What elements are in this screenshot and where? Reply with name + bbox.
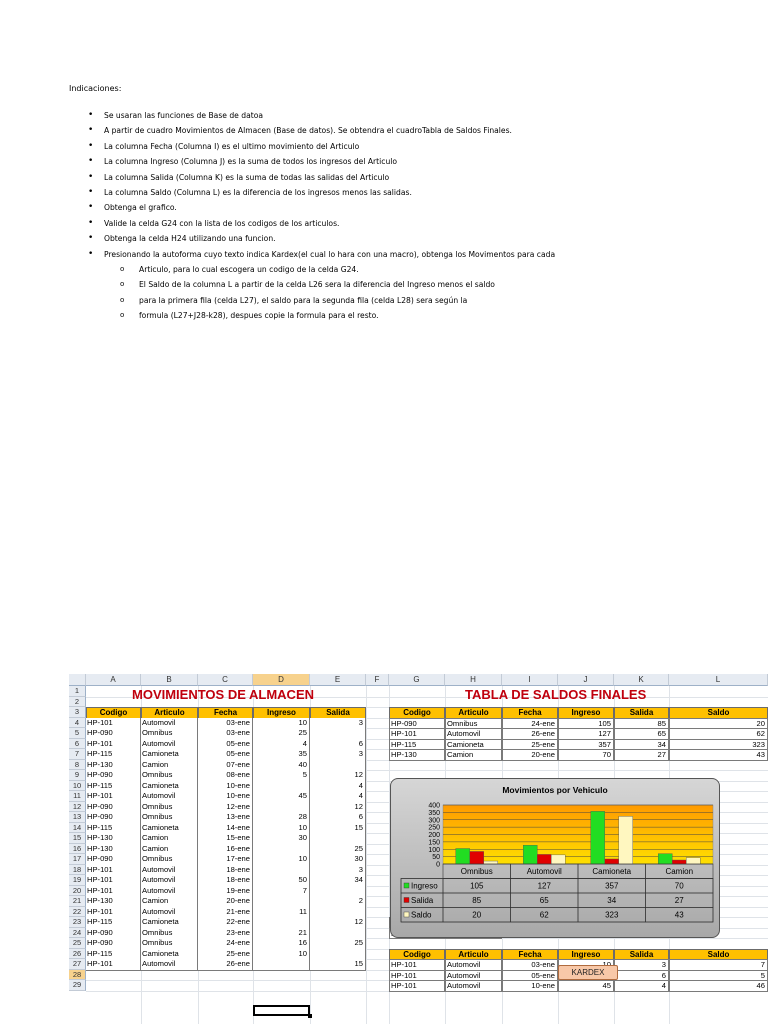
mov-cell[interactable]: 3 <box>310 718 366 730</box>
row-header-2[interactable]: 2 <box>69 697 86 708</box>
bar-salida <box>672 860 686 864</box>
legend-key-ingreso <box>404 883 409 888</box>
kardex-cell[interactable]: Automovil <box>445 970 502 982</box>
mov-cell[interactable]: 12-ene <box>198 802 253 814</box>
instruction-item: • La columna Ingreso (Columna J) es la suma de todos los ingresos del Articulo <box>0 154 768 169</box>
mov-cell[interactable]: 24-ene <box>198 938 253 950</box>
data-label: 105 <box>470 881 484 891</box>
mov-cell[interactable]: 13-ene <box>198 812 253 824</box>
mov-cell[interactable]: HP-115 <box>86 949 141 961</box>
instruction-item: • Presionando la autoforma cuyo texto indica Kardex(el cual lo hara con una macro), obtenga los Movimentos para cada <box>0 247 768 262</box>
row-header-20[interactable]: 20 <box>69 886 86 897</box>
mov-cell[interactable]: HP-115 <box>86 823 141 835</box>
mov-cell[interactable]: 05-ene <box>198 749 253 761</box>
column-header-f[interactable]: F <box>366 674 389 686</box>
mov-cell[interactable]: Omnibus <box>141 812 198 824</box>
mov-cell[interactable]: 25 <box>310 844 366 856</box>
bar-salida <box>537 854 551 864</box>
instruction-subitem: o para la primera fila (celda L27), el saldo para la segunda fila (celda L28) sera según la <box>0 293 768 308</box>
saldo-cell[interactable]: 323 <box>669 739 768 751</box>
category-label: Automovil <box>526 867 562 876</box>
saldo-header-ingreso: Ingreso <box>558 707 614 719</box>
data-label: 127 <box>537 881 551 891</box>
mov-cell[interactable]: 15 <box>310 959 366 971</box>
mov-cell[interactable]: Omnibus <box>141 928 198 940</box>
saldos-title: TABLA DE SALDOS FINALES <box>465 687 647 702</box>
row-header-21[interactable]: 21 <box>69 896 86 907</box>
mov-cell[interactable]: 10 <box>253 718 310 730</box>
category-label: Camioneta <box>592 867 632 876</box>
mov-cell[interactable]: HP-115 <box>86 749 141 761</box>
column-header-e[interactable]: E <box>310 674 366 686</box>
column-header-g[interactable]: G <box>389 674 445 686</box>
data-label: 43 <box>674 910 684 920</box>
mov-header-articulo: Articulo <box>141 707 198 719</box>
mov-cell[interactable]: 28 <box>253 812 310 824</box>
column-header-c[interactable]: C <box>198 674 253 686</box>
movimientos-title: MOVIMIENTOS DE ALMACEN <box>132 687 315 702</box>
mov-cell[interactable]: 25-ene <box>198 949 253 961</box>
mov-cell[interactable]: HP-090 <box>86 928 141 940</box>
y-tick-label: 250 <box>428 824 440 832</box>
mov-cell[interactable]: 34 <box>310 875 366 887</box>
mov-cell[interactable]: 08-ene <box>198 770 253 782</box>
mov-cell[interactable]: HP-101 <box>86 718 141 730</box>
saldo-cell[interactable]: Camion <box>445 749 502 761</box>
mov-cell[interactable]: 40 <box>253 760 310 772</box>
mov-cell[interactable]: Omnibus <box>141 938 198 950</box>
mov-cell[interactable]: HP-090 <box>86 770 141 782</box>
kardex-cell[interactable]: 4 <box>614 980 669 992</box>
row-header-23[interactable]: 23 <box>69 917 86 928</box>
saldo-header-salida: Salida <box>614 707 669 719</box>
mov-cell[interactable]: 19-ene <box>198 886 253 898</box>
instruction-item: • Obtenga la celda H24 utilizando una funcion. <box>0 231 768 246</box>
mov-cell[interactable]: Omnibus <box>141 728 198 740</box>
mov-cell[interactable]: 03-ene <box>198 728 253 740</box>
saldo-cell[interactable]: HP-115 <box>389 739 445 751</box>
y-tick-label: 0 <box>436 861 440 869</box>
kardex-cell[interactable]: 6 <box>614 970 669 982</box>
y-tick-label: 150 <box>428 839 440 847</box>
mov-cell[interactable]: 10 <box>253 854 310 866</box>
instruction-item: • La columna Fecha (Columna I) es el ultimo movimiento del Articulo <box>0 139 768 154</box>
data-label: 70 <box>674 881 684 891</box>
legend-label: Ingreso <box>411 881 438 891</box>
row-header-13[interactable]: 13 <box>69 812 86 823</box>
row-header-8[interactable]: 8 <box>69 760 86 771</box>
mov-cell[interactable]: Camioneta <box>141 917 198 929</box>
mov-cell[interactable]: 5 <box>253 770 310 782</box>
kardex-cell[interactable]: 45 <box>558 980 614 992</box>
mov-cell[interactable]: HP-090 <box>86 728 141 740</box>
legend-key-saldo <box>404 912 409 917</box>
mov-cell[interactable]: Camioneta <box>141 949 198 961</box>
mov-cell[interactable]: 03-ene <box>198 718 253 730</box>
mov-cell[interactable]: HP-130 <box>86 833 141 845</box>
bar-ingreso <box>658 854 672 864</box>
instruction-item: • La columna Salida (Columna K) es la suma de todas las salidas del Articulo <box>0 170 768 185</box>
mov-cell[interactable]: HP-130 <box>86 896 141 908</box>
mov-cell[interactable]: Omnibus <box>141 854 198 866</box>
mov-cell[interactable] <box>253 959 310 971</box>
mov-cell[interactable]: 30 <box>310 854 366 866</box>
mov-cell[interactable]: Automovil <box>141 865 198 877</box>
row-header-15[interactable]: 15 <box>69 833 86 844</box>
mov-cell[interactable]: 3 <box>310 865 366 877</box>
instruction-subitem: o El Saldo de la columna L a partir de la celda L26 sera la diferencia del Ingreso menos el saldo <box>0 277 768 292</box>
instruction-subitem: o formula (L27+J28-k28), despues copie la formula para el resto. <box>0 308 768 323</box>
mov-header-fecha: Fecha <box>198 707 253 719</box>
kardex-cell[interactable]: 5 <box>669 970 768 982</box>
movimientos-chart[interactable] <box>390 778 720 938</box>
bar-saldo <box>686 858 700 864</box>
mov-cell[interactable]: 10-ene <box>198 791 253 803</box>
mov-cell[interactable]: 15-ene <box>198 833 253 845</box>
mov-cell[interactable]: Camion <box>141 896 198 908</box>
column-header-h[interactable]: H <box>445 674 502 686</box>
kardex-header-codigo: Codigo <box>389 949 445 961</box>
legend-label: Saldo <box>411 910 432 920</box>
mov-cell[interactable]: 16 <box>253 938 310 950</box>
column-header-j[interactable]: J <box>558 674 614 686</box>
row-header-4[interactable]: 4 <box>69 718 86 729</box>
saldo-cell[interactable]: 20 <box>669 718 768 730</box>
mov-cell[interactable]: HP-115 <box>86 917 141 929</box>
mov-cell[interactable]: Camion <box>141 844 198 856</box>
kardex-cell[interactable]: HP-101 <box>389 959 445 971</box>
mov-cell[interactable]: 4 <box>253 739 310 751</box>
bar-ingreso <box>591 811 605 864</box>
row-header-7[interactable]: 7 <box>69 749 86 760</box>
row-header-22[interactable]: 22 <box>69 907 86 918</box>
saldo-cell[interactable]: 25-ene <box>502 739 558 751</box>
mov-cell[interactable]: 10 <box>253 949 310 961</box>
row-header-27[interactable]: 27 <box>69 959 86 970</box>
mov-cell[interactable]: 4 <box>310 791 366 803</box>
saldo-cell[interactable]: Camioneta <box>445 739 502 751</box>
row-header-6[interactable]: 6 <box>69 739 86 750</box>
column-header-d[interactable]: D <box>253 674 310 686</box>
mov-cell[interactable]: 6 <box>310 739 366 751</box>
row-header-5[interactable]: 5 <box>69 728 86 739</box>
saldo-cell[interactable]: 20-ene <box>502 749 558 761</box>
kardex-header-saldo: Saldo <box>669 949 768 961</box>
saldo-cell[interactable]: Omnibus <box>445 718 502 730</box>
kardex-cell[interactable]: 3 <box>614 959 669 971</box>
saldo-cell[interactable]: 27 <box>614 749 669 761</box>
mov-cell[interactable]: Camion <box>141 760 198 772</box>
mov-cell[interactable]: Camioneta <box>141 781 198 793</box>
column-header-i[interactable]: I <box>502 674 558 686</box>
mov-cell[interactable]: Automovil <box>141 875 198 887</box>
mov-cell[interactable]: 18-ene <box>198 865 253 877</box>
row-header-14[interactable]: 14 <box>69 823 86 834</box>
y-tick-label: 350 <box>428 809 440 817</box>
kardex-cell[interactable]: HP-101 <box>389 970 445 982</box>
data-table-frame <box>401 879 713 923</box>
mov-cell[interactable]: HP-130 <box>86 844 141 856</box>
bar-ingreso <box>456 849 470 864</box>
kardex-cell[interactable]: 46 <box>669 980 768 992</box>
mov-cell[interactable]: Camioneta <box>141 823 198 835</box>
mov-cell[interactable]: 11 <box>253 907 310 919</box>
y-tick-label: 300 <box>428 817 440 825</box>
mov-header-ingreso: Ingreso <box>253 707 310 719</box>
saldo-cell[interactable]: HP-101 <box>389 728 445 740</box>
saldo-cell[interactable]: 24-ene <box>502 718 558 730</box>
row-header-11[interactable]: 11 <box>69 791 86 802</box>
row-header-19[interactable]: 19 <box>69 875 86 886</box>
mov-cell[interactable]: 3 <box>310 749 366 761</box>
column-header-l[interactable]: L <box>669 674 768 686</box>
row-header-25[interactable]: 25 <box>69 938 86 949</box>
saldo-cell[interactable]: Automovil <box>445 728 502 740</box>
instructions-list <box>0 108 768 262</box>
mov-cell[interactable]: 16-ene <box>198 844 253 856</box>
mov-cell[interactable]: 18-ene <box>198 875 253 887</box>
bar-saldo <box>619 816 633 864</box>
data-label: 65 <box>539 896 549 905</box>
y-tick-label: 200 <box>428 832 440 839</box>
column-header-a[interactable]: A <box>86 674 141 686</box>
data-label: 34 <box>607 896 617 905</box>
kardex-cell[interactable]: 05-ene <box>502 970 558 982</box>
mov-cell[interactable]: HP-101 <box>86 875 141 887</box>
mov-cell[interactable]: 23-ene <box>198 928 253 940</box>
mov-cell[interactable]: HP-115 <box>86 781 141 793</box>
mov-cell[interactable]: 17-ene <box>198 854 253 866</box>
mov-cell[interactable]: HP-130 <box>86 760 141 772</box>
mov-cell[interactable]: 26-ene <box>198 959 253 971</box>
mov-header-salida: Salida <box>310 707 366 719</box>
kardex-button[interactable]: KARDEX <box>558 965 618 980</box>
chart-title: Movimientos por Vehiculo <box>502 785 608 795</box>
mov-cell[interactable]: 10 <box>253 823 310 835</box>
mov-cell[interactable]: Automovil <box>141 739 198 751</box>
bar-salida <box>470 851 484 864</box>
mov-cell[interactable]: 20-ene <box>198 896 253 908</box>
chart-plot <box>391 779 721 939</box>
kardex-cell[interactable]: 10-ene <box>502 980 558 992</box>
saldo-cell[interactable]: 85 <box>614 718 669 730</box>
data-label: 27 <box>674 896 684 905</box>
mov-cell[interactable]: Automovil <box>141 718 198 730</box>
saldo-cell[interactable]: 357 <box>558 739 614 751</box>
mov-cell[interactable]: Automovil <box>141 886 198 898</box>
kardex-header-ingreso: Ingreso <box>558 949 614 961</box>
mov-cell[interactable]: HP-101 <box>86 886 141 898</box>
mov-cell[interactable]: 10-ene <box>198 781 253 793</box>
mov-cell[interactable]: 30 <box>253 833 310 845</box>
saldo-cell[interactable]: 70 <box>558 749 614 761</box>
column-header-k[interactable]: K <box>614 674 669 686</box>
mov-cell[interactable]: HP-090 <box>86 802 141 814</box>
mov-cell[interactable]: HP-101 <box>86 739 141 751</box>
data-label: 357 <box>605 881 619 891</box>
saldo-header-articulo: Articulo <box>445 707 502 719</box>
saldo-cell[interactable]: 26-ene <box>502 728 558 740</box>
row-header-16[interactable]: 16 <box>69 844 86 855</box>
mov-cell[interactable]: Automovil <box>141 907 198 919</box>
mov-cell[interactable]: Camion <box>141 833 198 845</box>
kardex-header-salida: Salida <box>614 949 669 961</box>
saldo-cell[interactable]: HP-090 <box>389 718 445 730</box>
mov-cell[interactable]: 25 <box>310 938 366 950</box>
category-label: Camion <box>665 867 694 876</box>
saldo-cell[interactable]: 65 <box>614 728 669 740</box>
mov-cell[interactable]: 21 <box>253 928 310 940</box>
saldo-header-saldo: Saldo <box>669 707 768 719</box>
saldo-cell[interactable]: 62 <box>669 728 768 740</box>
mov-cell[interactable]: 12 <box>310 917 366 929</box>
row-header-10[interactable]: 10 <box>69 781 86 792</box>
saldo-cell[interactable]: 34 <box>614 739 669 751</box>
row-header-12[interactable]: 12 <box>69 802 86 813</box>
row-header-29[interactable]: 29 <box>69 980 86 991</box>
bar-salida <box>605 859 619 864</box>
mov-cell[interactable]: Omnibus <box>141 770 198 782</box>
row-header-1[interactable]: 1 <box>69 686 86 697</box>
mov-cell[interactable]: HP-090 <box>86 938 141 950</box>
instructions-sublist <box>0 262 768 324</box>
legend-key-salida <box>404 898 409 903</box>
mov-cell[interactable]: HP-101 <box>86 959 141 971</box>
y-tick-label: 100 <box>428 846 440 854</box>
row-header-24[interactable]: 24 <box>69 928 86 939</box>
data-label: 20 <box>472 910 482 920</box>
column-header-b[interactable]: B <box>141 674 198 686</box>
legend-label: Salida <box>411 896 434 905</box>
instruction-item: • La columna Saldo (Columna L) es la diferencia de los ingresos menos las salidas. <box>0 185 768 200</box>
mov-cell[interactable]: 21-ene <box>198 907 253 919</box>
instruction-item: • A partir de cuadro Movimientos de Almacen (Base de datos). Se obtendra el cuadroTabla de Saldos Finales. <box>0 123 768 138</box>
mov-cell[interactable]: 22-ene <box>198 917 253 929</box>
mov-cell[interactable]: 35 <box>253 749 310 761</box>
mov-cell[interactable]: Automovil <box>141 791 198 803</box>
mov-cell[interactable]: Omnibus <box>141 802 198 814</box>
kardex-header-articulo: Articulo <box>445 949 502 961</box>
kardex-cell[interactable]: Automovil <box>445 980 502 992</box>
bar-ingreso <box>523 845 537 864</box>
mov-cell[interactable]: Automovil <box>141 959 198 971</box>
mov-cell[interactable]: Camioneta <box>141 749 198 761</box>
saldo-cell[interactable]: 105 <box>558 718 614 730</box>
instruction-subitem: o Articulo, para lo cual escogera un codigo de la celda G24. <box>0 262 768 277</box>
instructions-heading: Indicaciones: <box>69 84 122 93</box>
mov-cell[interactable]: 12 <box>310 802 366 814</box>
mov-cell[interactable]: 7 <box>253 886 310 898</box>
spreadsheet[interactable] <box>69 674 768 1024</box>
mov-cell[interactable]: HP-090 <box>86 854 141 866</box>
mov-cell[interactable]: 50 <box>253 875 310 887</box>
instruction-item: • Valide la celda G24 con la lista de los codigos de los articulos. <box>0 216 768 231</box>
data-label: 323 <box>605 910 619 920</box>
data-label: 62 <box>539 910 549 920</box>
mov-cell[interactable]: 07-ene <box>198 760 253 772</box>
select-all-corner[interactable] <box>69 674 86 686</box>
bar-saldo <box>484 861 498 864</box>
mov-cell[interactable]: 15 <box>310 823 366 835</box>
mov-cell[interactable]: 6 <box>310 812 366 824</box>
y-tick-label: 400 <box>428 802 440 810</box>
category-label: Omnibus <box>460 867 493 876</box>
data-label: 85 <box>472 896 482 905</box>
instruction-item: • Obtenga el grafico. <box>0 200 768 215</box>
mov-cell[interactable]: 45 <box>253 791 310 803</box>
kardex-cell[interactable]: 03-ene <box>502 959 558 971</box>
saldo-cell[interactable]: 43 <box>669 749 768 761</box>
saldo-header-codigo: Codigo <box>389 707 445 719</box>
mov-cell[interactable]: HP-101 <box>86 907 141 919</box>
mov-cell[interactable]: 4 <box>310 781 366 793</box>
row-header-18[interactable]: 18 <box>69 865 86 876</box>
mov-cell[interactable]: HP-090 <box>86 812 141 824</box>
y-tick-label: 50 <box>432 854 440 862</box>
mov-header-codigo: Codigo <box>86 707 141 719</box>
kardex-cell[interactable]: HP-101 <box>389 980 445 992</box>
row-header-3[interactable]: 3 <box>69 707 86 718</box>
mov-cell[interactable]: 14-ene <box>198 823 253 835</box>
bar-saldo <box>551 855 565 864</box>
gridline-vertical <box>366 686 367 1024</box>
row-header-26[interactable]: 26 <box>69 949 86 960</box>
mov-cell[interactable]: 25 <box>253 728 310 740</box>
kardex-cell[interactable]: 7 <box>669 959 768 971</box>
instruction-item: • Se usaran las funciones de Base de datoa <box>0 108 768 123</box>
mov-cell[interactable]: HP-101 <box>86 865 141 877</box>
saldo-cell[interactable]: HP-130 <box>389 749 445 761</box>
row-header-17[interactable]: 17 <box>69 854 86 865</box>
mov-cell[interactable]: 2 <box>310 896 366 908</box>
row-header-9[interactable]: 9 <box>69 770 86 781</box>
kardex-cell[interactable]: Automovil <box>445 959 502 971</box>
active-cell-d28[interactable] <box>253 1005 310 1016</box>
row-header-28[interactable]: 28 <box>69 970 86 981</box>
mov-cell[interactable]: 12 <box>310 770 366 782</box>
mov-cell[interactable]: 05-ene <box>198 739 253 751</box>
saldo-header-fecha: Fecha <box>502 707 558 719</box>
mov-cell[interactable]: HP-101 <box>86 791 141 803</box>
saldo-cell[interactable]: 127 <box>558 728 614 740</box>
kardex-header-fecha: Fecha <box>502 949 558 961</box>
